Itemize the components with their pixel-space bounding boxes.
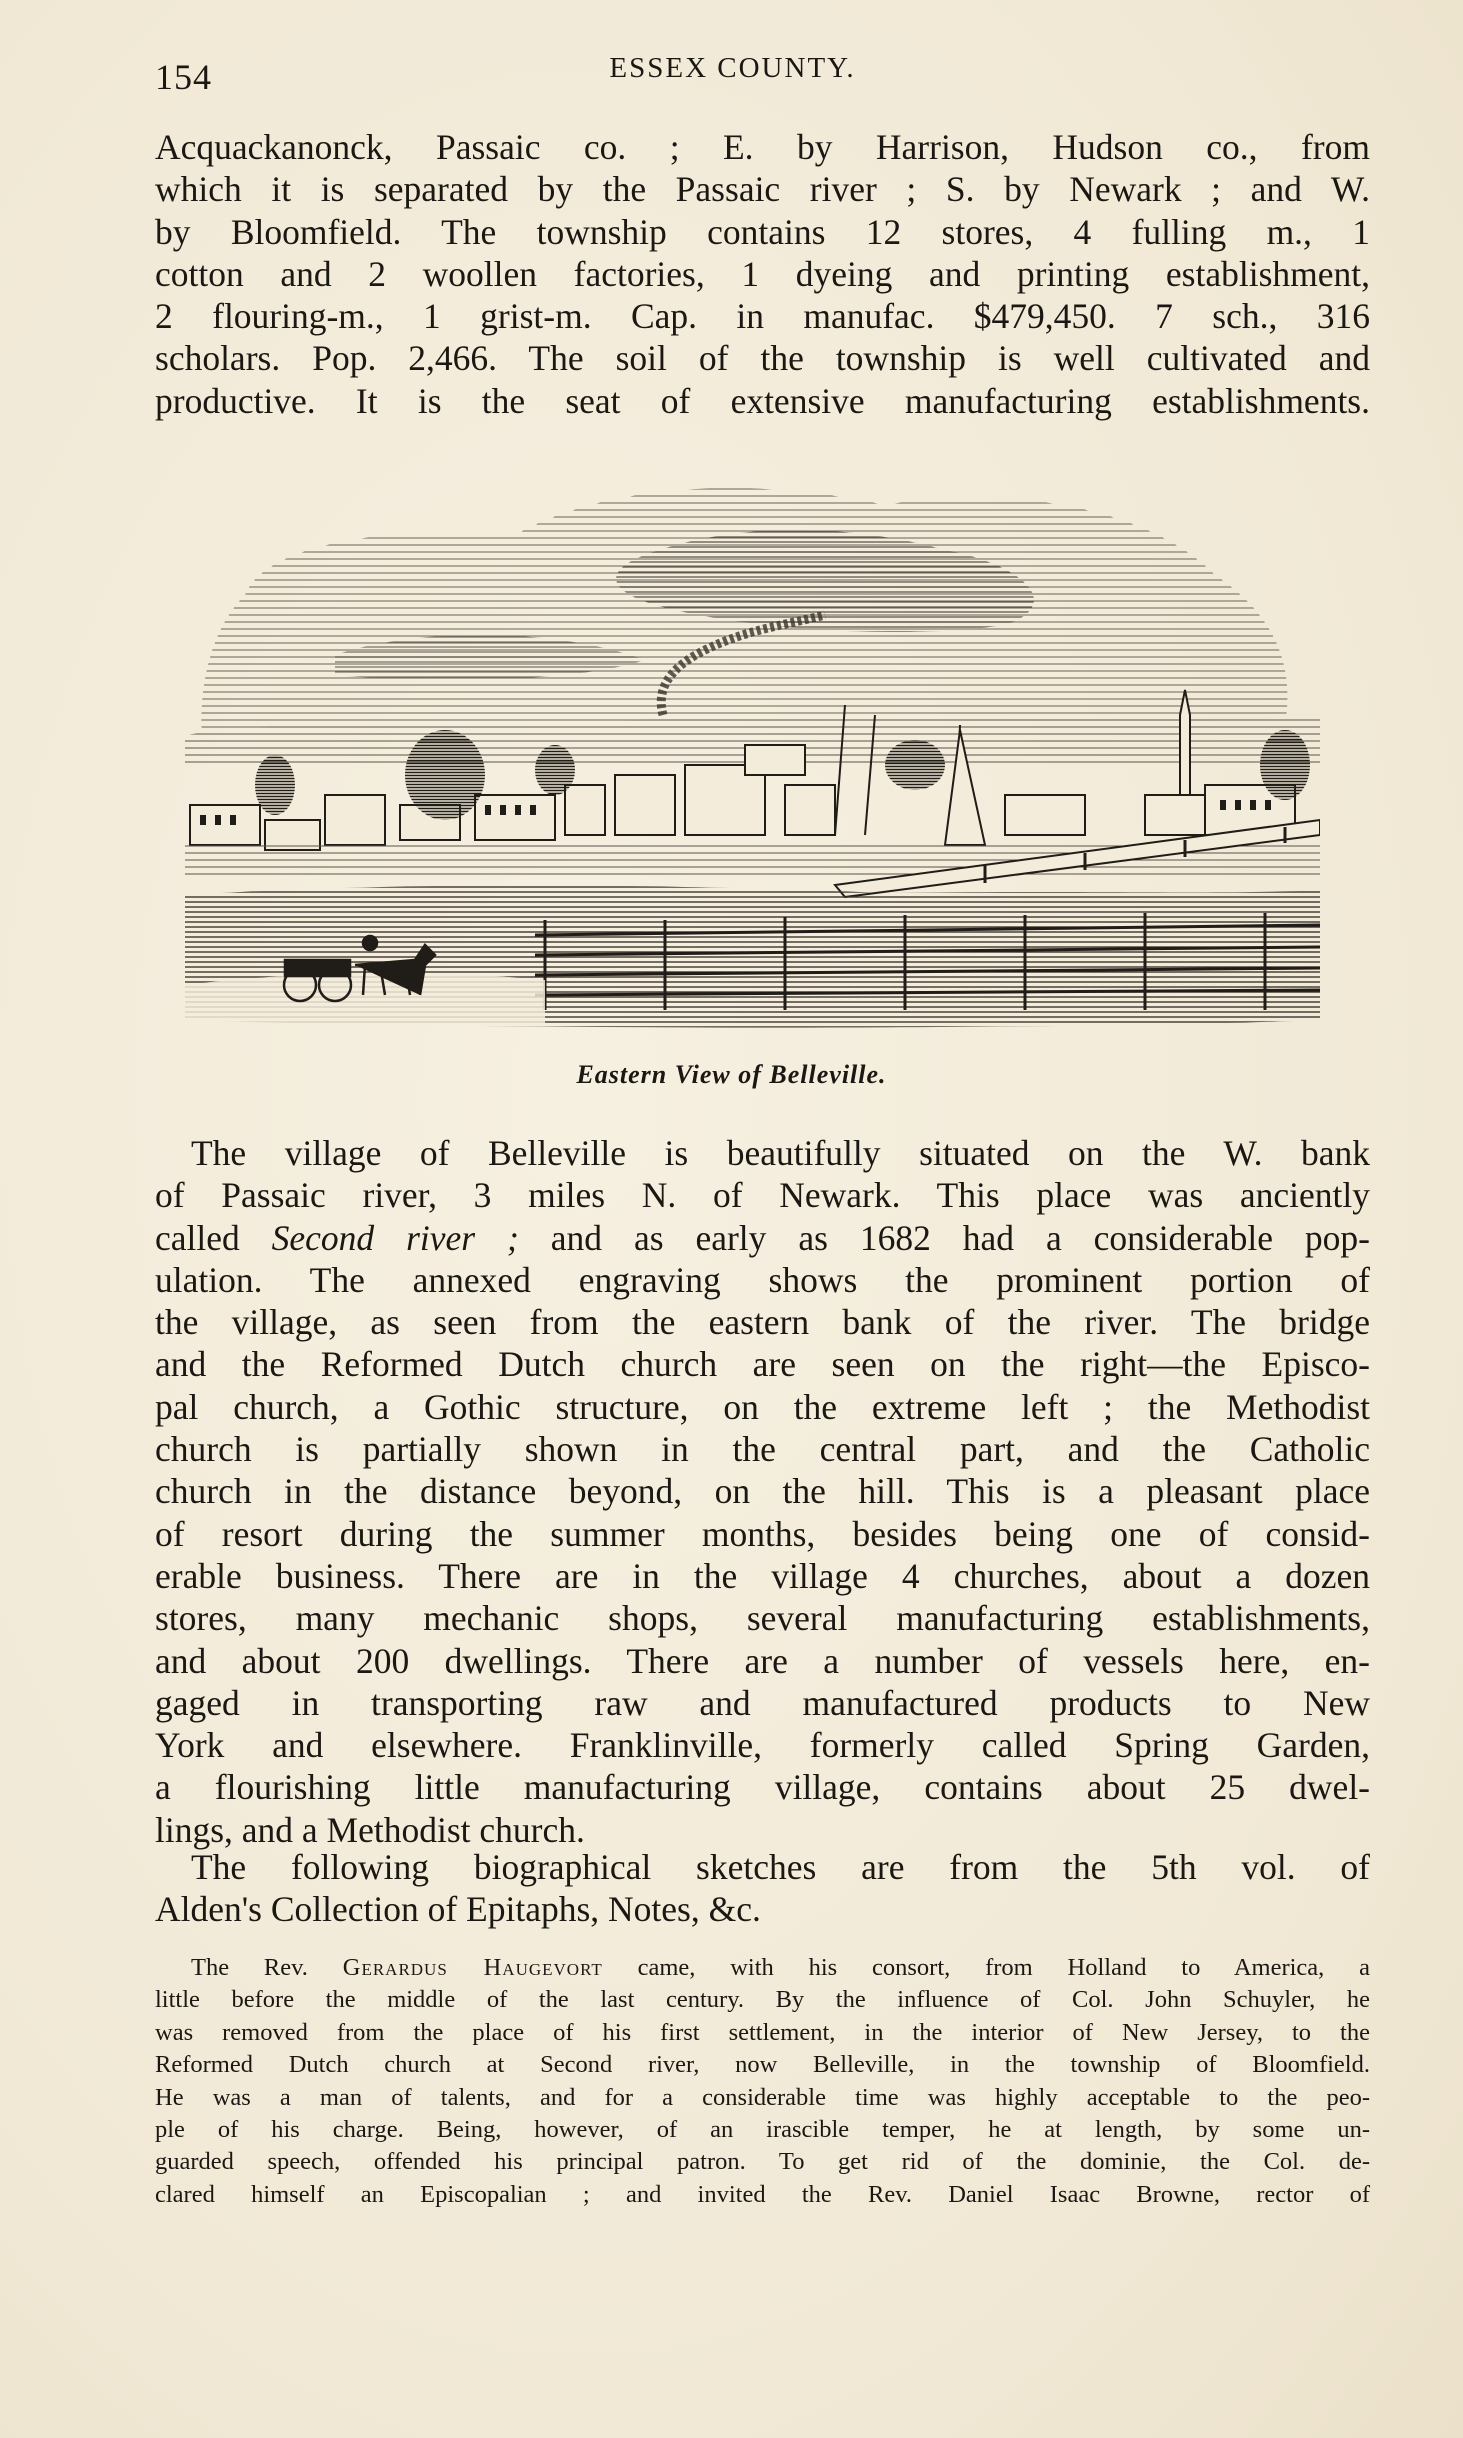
italic-place-name: Second river ; — [271, 1217, 519, 1258]
text-line: stores, many mechanic shops, several manufacturing establishments, — [155, 1598, 1370, 1639]
text-line: which it is separated by the Passaic river ; S. by Newark ; and W. — [155, 169, 1370, 210]
text-fragment: came, with his consort, from Holland to America, a — [602, 1954, 1370, 1981]
text-line: and about 200 dwellings. There are a number of vessels here, en- — [155, 1640, 1370, 1681]
page-header — [155, 48, 1370, 98]
page-number: 154 — [155, 57, 212, 97]
text-line: He was a man of talents, and for a considerable time was highly acceptable to the peo- — [155, 2083, 1370, 2111]
text-line: was removed from the place of his first settlement, in the interior of New Jersey, to the — [155, 2018, 1370, 2046]
text-line: Alden's Collection of Epitaphs, Notes, &c. — [155, 1889, 761, 1930]
text-fragment: called — [155, 1217, 272, 1258]
text-line: Reformed Dutch church at Second river, now Belleville, in the township of Bloomfield. — [155, 2051, 1370, 2079]
church-spire — [1180, 690, 1190, 795]
text-line: Acquackanonck, Passaic co. ; E. by Harrison, Hudson co., from — [155, 127, 1370, 167]
top-paragraph — [155, 126, 1370, 422]
text-line: of Passaic river, 3 miles N. of Newark. This place was anciently — [155, 1175, 1370, 1216]
text-line: pal church, a Gothic structure, on the extreme left ; the Methodist — [155, 1386, 1370, 1427]
text-line: 2 flouring-m., 1 grist-m. Cap. in manufac. $479,450. 7 sch., 316 — [155, 296, 1370, 337]
text-line: The following biographical sketches are from the 5th vol. of — [191, 1847, 1370, 1887]
footnote-sketch — [155, 1952, 1370, 2211]
text-line: ple of his charge. Being, however, of an irascible temper, he at length, by some un- — [155, 2116, 1370, 2144]
text-line: church is partially shown in the central part, and the Catholic — [155, 1429, 1370, 1470]
text-line: a flourishing little manufacturing village, contains about 25 dwel- — [155, 1767, 1370, 1808]
engraving-illustration — [185, 465, 1320, 1030]
text-line: ulation. The annexed engraving shows the prominent portion of — [155, 1259, 1370, 1300]
text-line: productive. It is the seat of extensive manufacturing establishments. — [155, 380, 1370, 421]
text-line: guarded speech, offended his principal patron. To get rid of the dominie, the Col. de- — [155, 2148, 1370, 2176]
text-line: gaged in transporting raw and manufactured products to New — [155, 1682, 1370, 1723]
text-fragment: The Rev. — [191, 1954, 343, 1981]
text-line: lings, and a Methodist church. — [155, 1809, 585, 1850]
text-line: scholars. Pop. 2,466. The soil of the township is well cultivated and — [155, 338, 1370, 379]
person-name: Gerardus Haugevort — [342, 1954, 603, 1981]
figure-caption: Eastern View of Belleville. — [576, 1060, 887, 1089]
text-line: by Bloomfield. The township contains 12 stores, 4 fulling m., 1 — [155, 211, 1370, 252]
text-line — [155, 1217, 1370, 1259]
village-paragraph — [155, 1132, 1370, 1851]
text-line: the village, as seen from the eastern bank of the river. The bridge — [155, 1302, 1370, 1343]
text-line: cotton and 2 woollen factories, 1 dyeing and printing establishment, — [155, 253, 1370, 294]
sketches-paragraph — [155, 1846, 1370, 1931]
text-line: York and elsewhere. Franklinville, formerly called Spring Garden, — [155, 1725, 1370, 1766]
text-line: clared himself an Episcopalian ; and invited the Rev. Daniel Isaac Browne, rector of — [155, 2180, 1370, 2208]
text-line: of resort during the summer months, besides being one of consid- — [155, 1513, 1370, 1554]
text-fragment: and as early as 1682 had a considerable pop- — [518, 1217, 1371, 1258]
text-line: The village of Belleville is beautifully situated on the W. bank — [191, 1133, 1370, 1173]
running-head: ESSEX COUNTY. — [609, 52, 856, 84]
text-line — [155, 1952, 1370, 1984]
text-line: and the Reformed Dutch church are seen on the right—the Episco- — [155, 1344, 1370, 1385]
text-line: little before the middle of the last century. By the influence of Col. John Schuyler, he — [155, 1986, 1370, 2014]
text-line: erable business. There are in the village 4 churches, about a dozen — [155, 1555, 1370, 1596]
text-line: church in the distance beyond, on the hill. This is a pleasant place — [155, 1471, 1370, 1512]
